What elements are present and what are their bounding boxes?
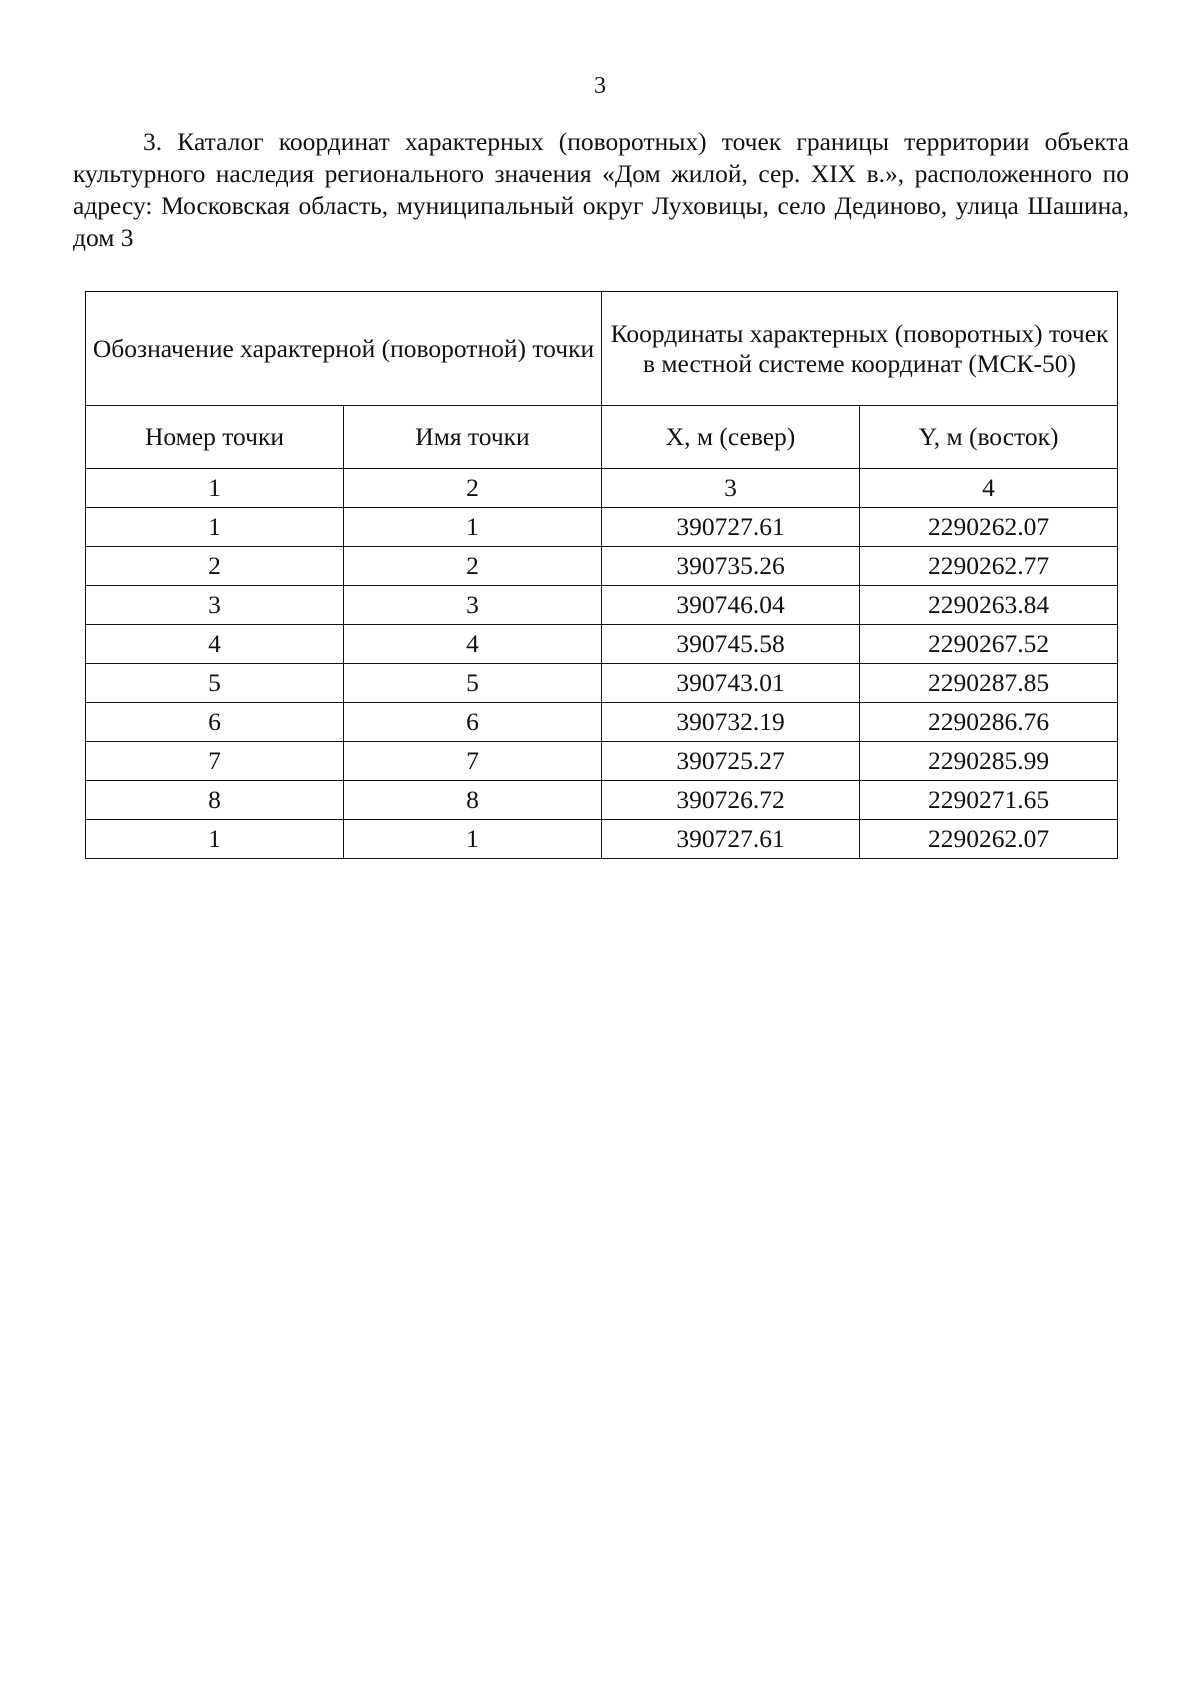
cell-point-number: 2 bbox=[86, 547, 344, 586]
column-header-point-name: Имя точки bbox=[344, 406, 602, 469]
cell-point-number: 1 bbox=[86, 820, 344, 859]
table-row bbox=[86, 586, 1118, 625]
coordinates-group-header: Координаты характерных (поворотных) точек в местной системе координат (МСК-50) bbox=[602, 292, 1118, 406]
cell-point-name: 2 bbox=[344, 547, 602, 586]
cell-point-name: 1 bbox=[344, 508, 602, 547]
cell-point-number: 8 bbox=[86, 781, 344, 820]
table-column-number-row bbox=[86, 469, 1118, 508]
cell-point-name: 5 bbox=[344, 664, 602, 703]
cell-point-name: 6 bbox=[344, 703, 602, 742]
table-row bbox=[86, 742, 1118, 781]
table-row bbox=[86, 664, 1118, 703]
cell-point-number: 4 bbox=[86, 625, 344, 664]
cell-y-coordinate: 2290262.77 bbox=[860, 547, 1118, 586]
column-header-x: X, м (север) bbox=[602, 406, 860, 469]
cell-point-number: 1 bbox=[86, 508, 344, 547]
cell-x-coordinate: 390725.27 bbox=[602, 742, 860, 781]
cell-y-coordinate: 2290271.65 bbox=[860, 781, 1118, 820]
cell-x-coordinate: 390727.61 bbox=[602, 820, 860, 859]
cell-y-coordinate: 2290262.07 bbox=[860, 820, 1118, 859]
table-row bbox=[86, 625, 1118, 664]
column-number: 2 bbox=[344, 469, 602, 508]
column-header-y: Y, м (восток) bbox=[860, 406, 1118, 469]
designation-group-header: Обозначение характерной (поворотной) точки bbox=[86, 292, 602, 406]
column-header-point-number: Номер точки bbox=[86, 406, 344, 469]
cell-y-coordinate: 2290263.84 bbox=[860, 586, 1118, 625]
cell-y-coordinate: 2290286.76 bbox=[860, 703, 1118, 742]
cell-point-name: 7 bbox=[344, 742, 602, 781]
cell-x-coordinate: 390745.58 bbox=[602, 625, 860, 664]
column-number: 3 bbox=[602, 469, 860, 508]
table-row bbox=[86, 703, 1118, 742]
table-group-header-row bbox=[86, 292, 1118, 406]
cell-point-name: 4 bbox=[344, 625, 602, 664]
page-number: 3 bbox=[594, 73, 606, 99]
cell-x-coordinate: 390743.01 bbox=[602, 664, 860, 703]
table-row bbox=[86, 781, 1118, 820]
table-column-header-row bbox=[86, 406, 1118, 469]
cell-point-number: 5 bbox=[86, 664, 344, 703]
cell-x-coordinate: 390732.19 bbox=[602, 703, 860, 742]
cell-point-name: 3 bbox=[344, 586, 602, 625]
cell-x-coordinate: 390735.26 bbox=[602, 547, 860, 586]
cell-y-coordinate: 2290285.99 bbox=[860, 742, 1118, 781]
cell-point-name: 8 bbox=[344, 781, 602, 820]
cell-x-coordinate: 390726.72 bbox=[602, 781, 860, 820]
table-row bbox=[86, 820, 1118, 859]
cell-y-coordinate: 2290287.85 bbox=[860, 664, 1118, 703]
cell-x-coordinate: 390727.61 bbox=[602, 508, 860, 547]
table-row bbox=[86, 547, 1118, 586]
cell-point-number: 6 bbox=[86, 703, 344, 742]
column-number: 1 bbox=[86, 469, 344, 508]
cell-point-name: 1 bbox=[344, 820, 602, 859]
cell-point-number: 3 bbox=[86, 586, 344, 625]
cell-point-number: 7 bbox=[86, 742, 344, 781]
cell-y-coordinate: 2290262.07 bbox=[860, 508, 1118, 547]
cell-x-coordinate: 390746.04 bbox=[602, 586, 860, 625]
coordinates-catalog-table bbox=[85, 291, 1118, 859]
cell-y-coordinate: 2290267.52 bbox=[860, 625, 1118, 664]
catalog-intro-paragraph: 3. Каталог координат характерных (поворотных) точек границы территории объекта культурного наследия регионального значения «Дом жилой, сер. XIX в.», расположенного по адресу: Московская область, муниципальный округ Луховицы, село Дединово, улица Шашина, дом 3 bbox=[73, 127, 1129, 252]
table-row bbox=[86, 508, 1118, 547]
column-number: 4 bbox=[860, 469, 1118, 508]
